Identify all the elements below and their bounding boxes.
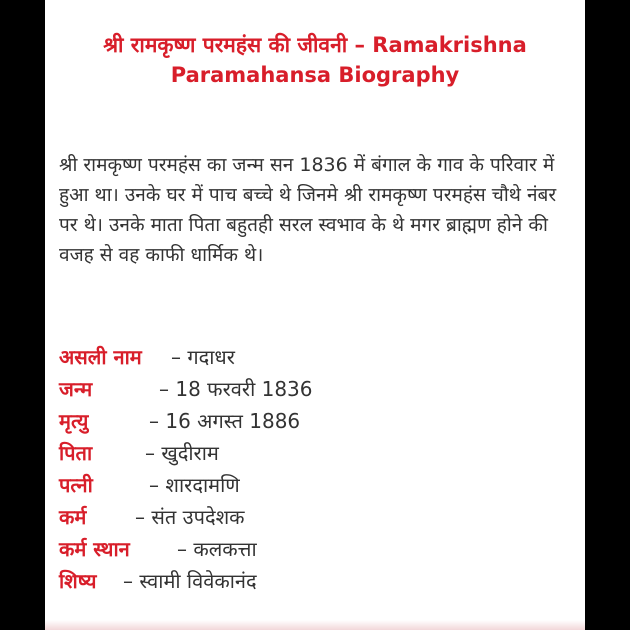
fact-value: – कलकत्ता [177, 533, 257, 565]
fact-label: कर्म [59, 505, 87, 529]
fact-value: – गदाधर [171, 341, 235, 373]
bottom-fade [45, 620, 585, 630]
fact-real-name [59, 341, 579, 373]
fact-value: – 16 अगस्त 1886 [149, 405, 300, 437]
fact-work [59, 501, 579, 533]
fact-label: पत्नी [59, 473, 93, 497]
fact-death [59, 405, 579, 437]
fact-value: – 18 फरवरी 1836 [159, 373, 313, 405]
fact-value: – खुदीराम [145, 437, 219, 469]
fact-value: – शारदामणि [149, 469, 240, 501]
fact-birth [59, 373, 579, 405]
fact-value: – संत उपदेशक [135, 501, 245, 533]
fact-disciple [59, 565, 579, 597]
document-card [45, 0, 585, 630]
fact-label: जन्म [59, 377, 93, 401]
fact-wife [59, 469, 579, 501]
fact-label: कर्म स्थान [59, 537, 130, 561]
fact-label: पिता [59, 441, 93, 465]
fact-label: मृत्यु [59, 409, 89, 433]
facts-list [59, 341, 579, 597]
fact-value: – स्वामी विवेकानंद [123, 565, 257, 597]
fact-father [59, 437, 579, 469]
fact-label: असली नाम [59, 345, 142, 369]
fact-label: शिष्य [59, 569, 97, 593]
page-title: श्री रामकृष्ण परमहंस की जीवनी – Ramakrishna Paramahansa Biography [103, 33, 527, 87]
biography-paragraph: श्री रामकृष्ण परमहंस का जन्म सन 1836 में बंगाल के गाव के परिवार में हुआ था। उनके घर में पाच बच्चे थे जिनमे श्री रामकृष्ण परमहंस चौथे नंबर पर थे। उनके माता पिता बहुतही सरल स्वभाव के थे मगर ब्राह्मण होने की वजह से वह काफी धार्मिक थे। [59, 154, 557, 266]
fact-workplace [59, 533, 579, 565]
